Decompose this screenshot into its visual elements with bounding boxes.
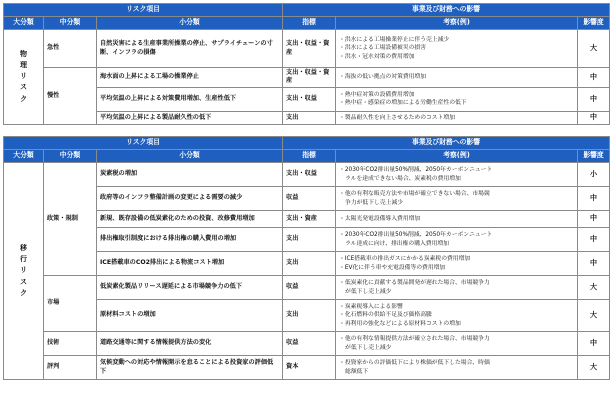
consideration-cell xyxy=(336,111,578,124)
impact-header: 影響度 xyxy=(578,150,610,163)
middle-category-cell: 評判 xyxy=(44,356,97,380)
table-row xyxy=(4,30,610,68)
indicator-cell: 支出・資産 xyxy=(283,211,336,228)
indicator-cell: 収益 xyxy=(283,187,336,211)
consideration-line: ・ 熱中症対策の設備費用増加 xyxy=(339,91,574,99)
consideration-line: ・ 製品耐久性を向上させるためのコスト増加 xyxy=(339,114,574,122)
risk-item-cell: 低炭素化製品リリース遅延による市場競争力の低下 xyxy=(97,276,283,300)
risk-item-cell: 新規、既存設備の低炭素化のための投資、改修費用増加 xyxy=(97,211,283,228)
consideration-line: ・ 2030年CO2排出量50%削減、2050年カーボンニュート xyxy=(339,166,574,174)
risk-item-cell: 海水面の上昇による工場の操業停止 xyxy=(97,68,283,88)
impact-cell: 大 xyxy=(578,300,610,332)
table-row xyxy=(4,276,610,300)
major-header: 大分類 xyxy=(4,17,44,30)
middle-category-cell: 慢性 xyxy=(44,68,97,125)
impact-cell: 中 xyxy=(578,187,610,211)
consideration-line: ・ 洪水・冠水対策の費用増加 xyxy=(339,53,574,61)
indicator-cell: 支出 xyxy=(283,300,336,332)
consideration-line: ・ 投資家からの評価低下により株価が低下した場合、時価 xyxy=(339,359,574,367)
consideration-line: ・ ICE搭載車の排出ガスにかかる炭素税の費用増加 xyxy=(339,255,574,263)
minor-header: 小分類 xyxy=(97,17,283,30)
consideration-line: ・ 低炭素化に貢献する製品開発が遅れた場合、市場競争力 xyxy=(339,279,574,287)
consideration-line: ・ 洪水による工場設備被災の損害 xyxy=(339,44,574,52)
consideration-line: ・ 他の有利な情報提供方法が確立された場合、市場競争力 xyxy=(339,335,574,343)
consideration-line: ・ 海抜の低い拠点の対策費用増加 xyxy=(339,73,574,81)
impact-cell: 中 xyxy=(578,332,610,356)
impact-cell: 大 xyxy=(578,30,610,68)
consideration-line: ・ 他の有利な販売方法や市場が確立できない場合、市場競 xyxy=(339,190,574,198)
consideration-cell xyxy=(336,68,578,88)
impact-cell: 大 xyxy=(578,356,610,380)
consideration-line: ・ 熱中症・感染症の増加による労働生産性の低下 xyxy=(339,99,574,107)
consideration-cell xyxy=(336,211,578,228)
risk-item-cell: 原材料コストの増加 xyxy=(97,300,283,332)
risk-item-cell: 道路交通等に関する情報提供方法の変化 xyxy=(97,332,283,356)
risk-item-cell: 政府等のインフラ整備計画の変更による需要の減少 xyxy=(97,187,283,211)
minor-header: 小分類 xyxy=(97,150,283,163)
major-header: 大分類 xyxy=(4,150,44,163)
impact-cell: 中 xyxy=(578,111,610,124)
consideration-cell xyxy=(336,300,578,332)
consideration-line-cont: 争力が低下し売上減少 xyxy=(345,199,404,206)
impact-cell: 中 xyxy=(578,228,610,252)
consideration-cell xyxy=(336,187,578,211)
consideration-header: 考察(例) xyxy=(336,17,578,30)
table-row xyxy=(4,332,610,356)
indicator-cell: 収益 xyxy=(283,332,336,356)
indicator-cell: 収益 xyxy=(283,276,336,300)
risk-item-cell: 排出権取引制度における排出権の購入費用の増加 xyxy=(97,228,283,252)
consideration-line-cont: 総額低下 xyxy=(345,368,369,375)
consideration-cell xyxy=(336,228,578,252)
risk-item-cell: 平均気温の上昇による製品耐久性の低下 xyxy=(97,111,283,124)
middle-category-cell: 市場 xyxy=(44,276,97,332)
indicator-cell: 支出・収益 xyxy=(283,87,336,111)
risk-item-cell: 自然災害による生産事業所操業の停止、サプライチェーンの寸断、インフラの損傷 xyxy=(97,30,283,68)
consideration-line: ・ 化石燃料の供給不足及び価格高騰 xyxy=(339,311,574,319)
risk-items-header: リスク項目 xyxy=(4,4,283,17)
consideration-line-cont: ラル達成に向け、排出権の購入費用増加 xyxy=(345,240,449,247)
impact-cell: 中 xyxy=(578,252,610,276)
impact-cell: 中 xyxy=(578,87,610,111)
risk-item-cell: ICE搭載車のCO2排出による物流コスト増加 xyxy=(97,252,283,276)
middle-category-cell: 技術 xyxy=(44,332,97,356)
middle-header: 中分類 xyxy=(44,150,97,163)
consideration-line-cont: ラルを達成できない場合、炭素税の費用増加 xyxy=(345,175,461,182)
table-row xyxy=(4,163,610,187)
risk-item-cell: 炭素税の増加 xyxy=(97,163,283,187)
consideration-cell xyxy=(336,332,578,356)
consideration-line-cont: が低下し売上減少 xyxy=(345,344,392,351)
impact-header: 影響度 xyxy=(578,17,610,30)
major-category-cell xyxy=(4,163,44,380)
indicator-cell: 支出 xyxy=(283,111,336,124)
impact-group-header: 事業及び財務への影響 xyxy=(283,137,610,150)
impact-cell: 中 xyxy=(578,211,610,228)
consideration-line: ・ EV化に伴う車や充電設備等の費用増加 xyxy=(339,264,574,272)
physical-risk-table xyxy=(3,3,610,125)
indicator-cell: 資本 xyxy=(283,356,336,380)
indicator-header: 指標 xyxy=(283,150,336,163)
major-category-cell xyxy=(4,30,44,125)
impact-cell: 大 xyxy=(578,276,610,300)
indicator-cell: 支出・収益・資産 xyxy=(283,30,336,68)
risk-items-header: リスク項目 xyxy=(4,137,283,150)
indicator-header: 指標 xyxy=(283,17,336,30)
consideration-cell xyxy=(336,87,578,111)
consideration-line: ・ 洪水による工場操業停止に伴う売上減少 xyxy=(339,36,574,44)
transition-risk-table xyxy=(3,136,610,380)
risk-item-cell: 平均気温の上昇による対策費用増加、生産性低下 xyxy=(97,87,283,111)
major-category-label: 物理リスク xyxy=(20,49,27,103)
middle-header: 中分類 xyxy=(44,17,97,30)
consideration-cell xyxy=(336,276,578,300)
table-row xyxy=(4,356,610,380)
indicator-cell: 支出・収益・資産 xyxy=(283,68,336,88)
indicator-cell: 支出 xyxy=(283,252,336,276)
table-row xyxy=(4,68,610,88)
impact-group-header: 事業及び財務への影響 xyxy=(283,4,610,17)
consideration-line: ・ 2030年CO2排出量50%削減、2050年カーボンニュート xyxy=(339,231,574,239)
consideration-line: ・ 再利用の強化などによる原材料コストの増加 xyxy=(339,320,574,328)
consideration-line: ・ 炭素税導入による影響 xyxy=(339,303,574,311)
impact-cell: 小 xyxy=(578,163,610,187)
impact-cell: 中 xyxy=(578,68,610,88)
indicator-cell: 支出・収益 xyxy=(283,163,336,187)
consideration-cell xyxy=(336,252,578,276)
consideration-line-cont: が低下し売上減少 xyxy=(345,288,392,295)
risk-item-cell: 気候変動への対応や情報開示を怠ることによる投資家の評価低下 xyxy=(97,356,283,380)
major-category-label: 移行リスク xyxy=(20,244,27,297)
middle-category-cell: 急性 xyxy=(44,30,97,68)
consideration-cell xyxy=(336,163,578,187)
consideration-cell xyxy=(336,356,578,380)
consideration-line: ・ 太陽光発電設備導入費用増加 xyxy=(339,215,574,223)
middle-category-cell: 政策・規制 xyxy=(44,163,97,276)
indicator-cell: 支出 xyxy=(283,228,336,252)
consideration-cell xyxy=(336,30,578,68)
consideration-header: 考察(例) xyxy=(336,150,578,163)
